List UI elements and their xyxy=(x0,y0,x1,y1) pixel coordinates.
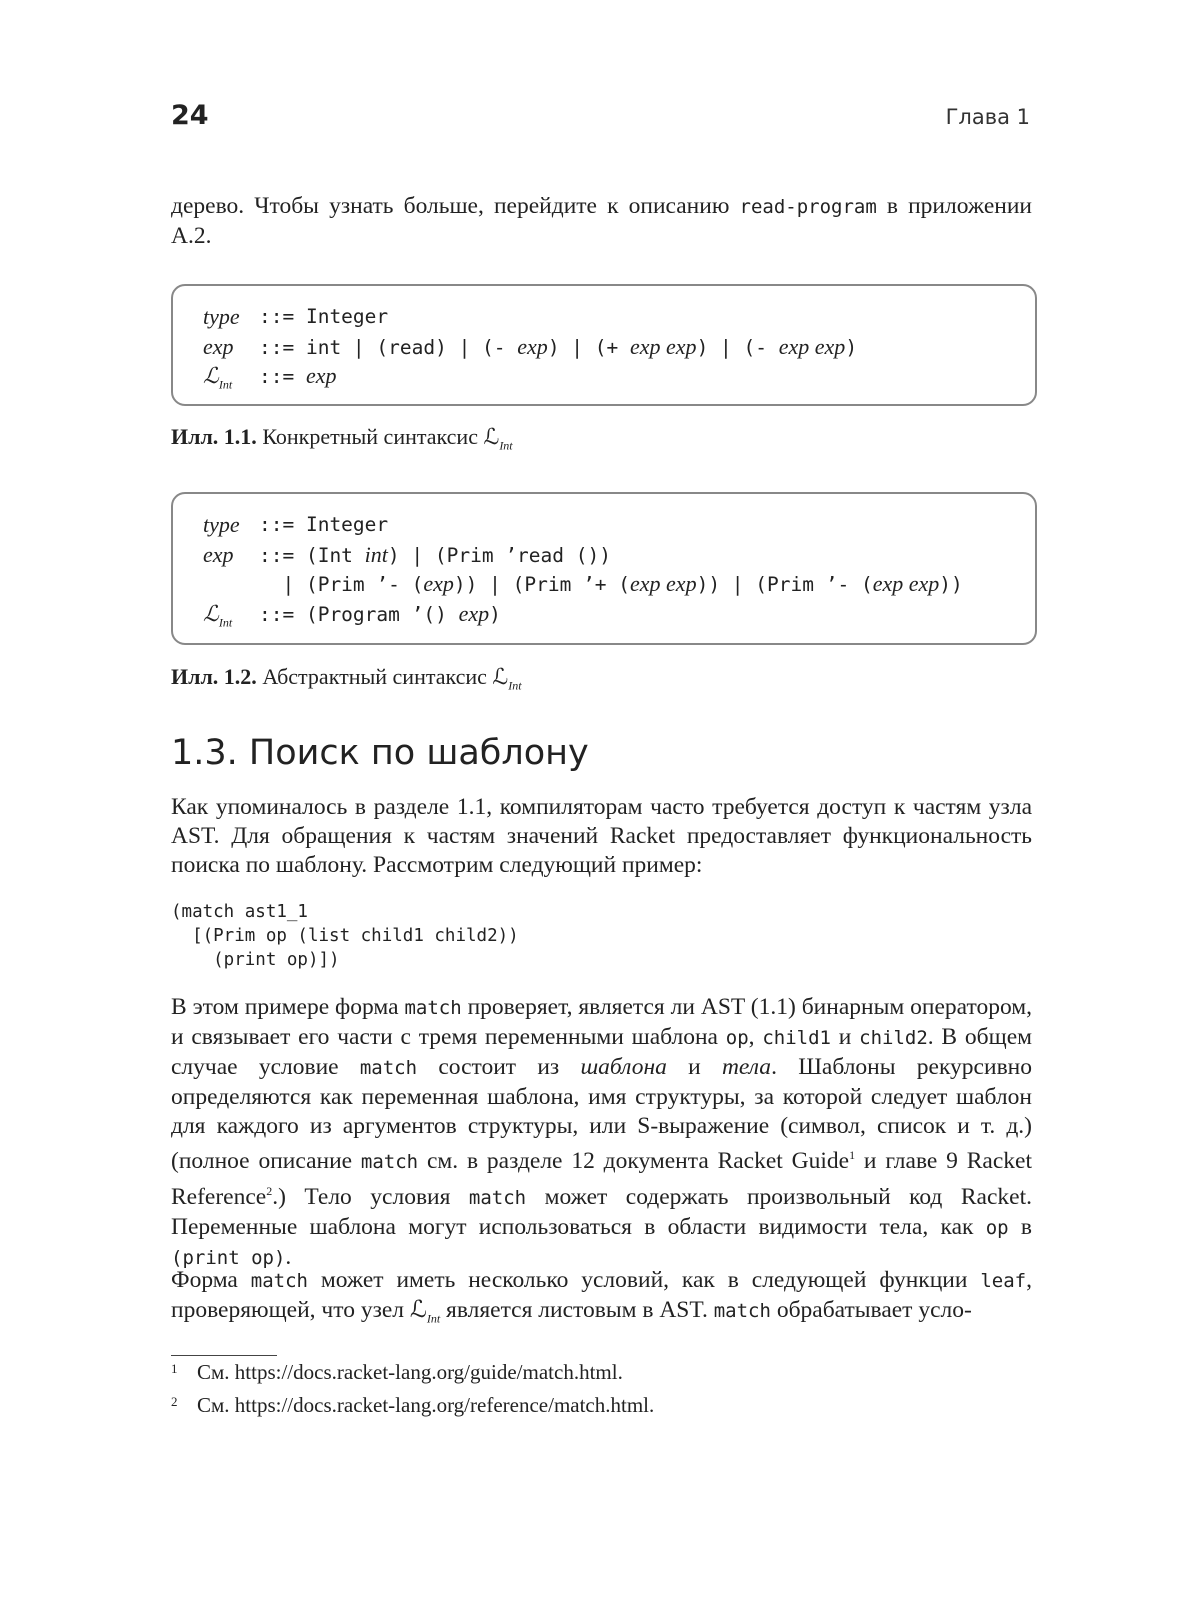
text-run: см. в разделе 12 документа Racket Guide xyxy=(418,1147,850,1174)
text-run: ) | (Prim ’read ()) xyxy=(387,543,611,567)
figure-caption xyxy=(171,664,522,693)
text-run: и главе 9 Racket Reference xyxy=(171,1147,1032,1210)
footnote xyxy=(171,1360,623,1385)
code-example: (match ast1_1 [(Prim op (list child1 child2)) (print op)]) xyxy=(171,902,519,970)
text-run: . xyxy=(285,1243,292,1270)
caption-subscript: Int xyxy=(499,438,513,453)
inline-code: match xyxy=(250,1270,308,1292)
grammar-line-exp-continued xyxy=(203,569,1035,599)
text-run: )) xyxy=(939,573,963,596)
text-run: ::= (Program ’() xyxy=(259,602,459,626)
inline-code: match xyxy=(404,997,462,1019)
text-run: и xyxy=(666,1054,722,1080)
grammar-line-language xyxy=(203,599,1035,629)
inline-code: match xyxy=(713,1300,771,1322)
text-run: является листовым в AST. xyxy=(440,1297,714,1323)
text-run: дерево. Чтобы узнать больше, перейдите к описанию xyxy=(171,193,740,219)
nonterminal-name: exp xyxy=(203,541,234,567)
text-run: Форма xyxy=(171,1267,251,1293)
caption-label: Илл. 1.2. xyxy=(171,664,257,689)
nonterminal-name: type xyxy=(203,304,240,329)
text-run: exp exp xyxy=(778,333,846,359)
inline-code: op xyxy=(985,1216,1009,1239)
footnote xyxy=(171,1393,654,1418)
text-run: int xyxy=(364,541,388,567)
text-run: ::= xyxy=(259,365,306,388)
footnote-text[interactable]: См. https://docs.racket-lang.org/reference/match.html. xyxy=(197,1393,655,1417)
grammar-line-type xyxy=(203,302,1035,332)
grammar-rhs xyxy=(259,332,857,362)
grammar-rhs: ::= Integer xyxy=(259,513,389,536)
text-run: .) Тело условия xyxy=(272,1183,469,1210)
caption-subscript: Int xyxy=(508,678,522,693)
text-run: Int xyxy=(426,1311,441,1326)
grammar-line-exp xyxy=(203,540,1035,570)
inline-code: op xyxy=(725,1027,749,1049)
grammar-line-exp xyxy=(203,332,1035,362)
section-heading: 1.3. Поиск по шаблону xyxy=(171,733,589,773)
footnote-text[interactable]: См. https://docs.racket-lang.org/guide/match.html. xyxy=(197,1360,623,1384)
chapter-label: Глава 1 xyxy=(945,105,1030,129)
text-run: )) | (Prim ’+ ( xyxy=(453,573,631,596)
text-run: exp exp xyxy=(872,571,940,596)
footnote-reference[interactable]: 1 xyxy=(849,1148,856,1162)
footnote-divider xyxy=(171,1355,277,1356)
text-run: ) xyxy=(489,602,501,626)
text-run: . Шаблоны рекурсивно определяются как переменная шаблона, имя структуры, за которой следует шаблон для каждого из аргументов структуры, или S-выражение (символ, список и т. д.) (полное описание xyxy=(171,1054,1032,1174)
running-head xyxy=(171,100,1030,131)
footnote-reference[interactable]: 2 xyxy=(266,1183,273,1198)
text-run: , xyxy=(748,1024,763,1050)
footnote-mark: 2 xyxy=(171,1394,178,1409)
nonterminal-name xyxy=(203,361,259,391)
inline-code: match xyxy=(468,1186,527,1209)
nonterminal-name xyxy=(203,599,259,629)
concrete-syntax-figure xyxy=(171,284,1037,406)
text-run: | (Prim ’- ( xyxy=(259,573,424,596)
caption-label: Илл. 1.1. xyxy=(171,424,257,449)
text-run: )) | (Prim ’- ( xyxy=(696,573,873,596)
grammar-rhs xyxy=(259,540,611,570)
text-run: в приложении A.2. xyxy=(171,193,1032,249)
text-run: . В общем случае условие xyxy=(171,1024,1032,1080)
text-run: exp xyxy=(458,600,490,626)
text-run: в xyxy=(1008,1213,1032,1240)
inline-code: (print op) xyxy=(171,1246,286,1269)
text-run: exp xyxy=(517,333,548,359)
text-run: ) xyxy=(845,335,858,359)
grammar-line-type xyxy=(203,510,1035,540)
paragraph: Как упоминалось в разделе 1.1, компиляторам часто требуется доступ к частям узла AST. Для обращения к частям значений Racket предоставляет функциональность поиска по шаблону. Рассмотрим следующий пример: xyxy=(171,794,1032,878)
paragraph xyxy=(171,1266,1032,1334)
text-run: ) | (+ xyxy=(547,335,630,359)
paragraph xyxy=(171,993,1032,1273)
grammar-rhs xyxy=(259,361,337,391)
inline-code: match xyxy=(359,1057,418,1079)
page-number: 24 xyxy=(171,100,209,131)
text-run: обрабатывает усло- xyxy=(770,1297,972,1323)
text-run: состоит из xyxy=(417,1054,581,1080)
footnote-mark: 1 xyxy=(171,1361,178,1376)
caption-text: Абстрактный синтаксис ℒ xyxy=(256,664,509,689)
text-run: ::= int | (read) | (- xyxy=(259,335,518,359)
inline-code: child2 xyxy=(859,1027,928,1049)
inline-code: leaf xyxy=(980,1270,1027,1292)
emphasis: тела xyxy=(721,1054,772,1080)
text-run: ℒ xyxy=(203,363,219,388)
text-run: exp exp xyxy=(630,571,697,596)
emphasis: шаблона xyxy=(580,1054,667,1080)
text-run: exp xyxy=(305,363,337,388)
figure-caption xyxy=(171,424,513,453)
text-run: проверяет, является ли AST (1.1) бинарным оператором, и связывает его части с тремя переменными шаблона xyxy=(171,994,1032,1050)
nonterminal-name: exp xyxy=(203,333,234,359)
grammar-line-language xyxy=(203,361,1035,391)
nonterminal-name: type xyxy=(203,512,240,537)
grammar-rhs xyxy=(259,599,501,629)
intro-paragraph xyxy=(171,192,1032,251)
text-run: ℒ xyxy=(203,600,219,626)
text-run: ::= (Int xyxy=(259,543,365,567)
caption-text: Конкретный синтаксис ℒ xyxy=(256,424,500,449)
text-run: В этом примере форма xyxy=(171,994,405,1020)
text-run: , проверяющей, что узел ℒ xyxy=(171,1267,1032,1323)
inline-code: read-program xyxy=(739,196,877,218)
abstract-syntax-figure xyxy=(171,492,1037,645)
grammar-rhs xyxy=(259,569,963,599)
grammar-rhs: ::= Integer xyxy=(259,305,389,328)
text-run: exp xyxy=(423,571,454,596)
inline-code: match xyxy=(360,1150,419,1173)
text-run: ) | (- xyxy=(696,335,779,359)
text-run: и xyxy=(830,1024,860,1050)
text-run: Int xyxy=(218,377,233,392)
text-run: может иметь несколько условий, как в следующей функции xyxy=(307,1267,981,1293)
text-run: может содержать произвольный код Racket. Переменные шаблона могут использоваться в области видимости тела, как xyxy=(171,1183,1032,1240)
text-run: Int xyxy=(218,614,233,629)
inline-code: child1 xyxy=(762,1027,831,1049)
text-run: exp exp xyxy=(630,333,697,359)
